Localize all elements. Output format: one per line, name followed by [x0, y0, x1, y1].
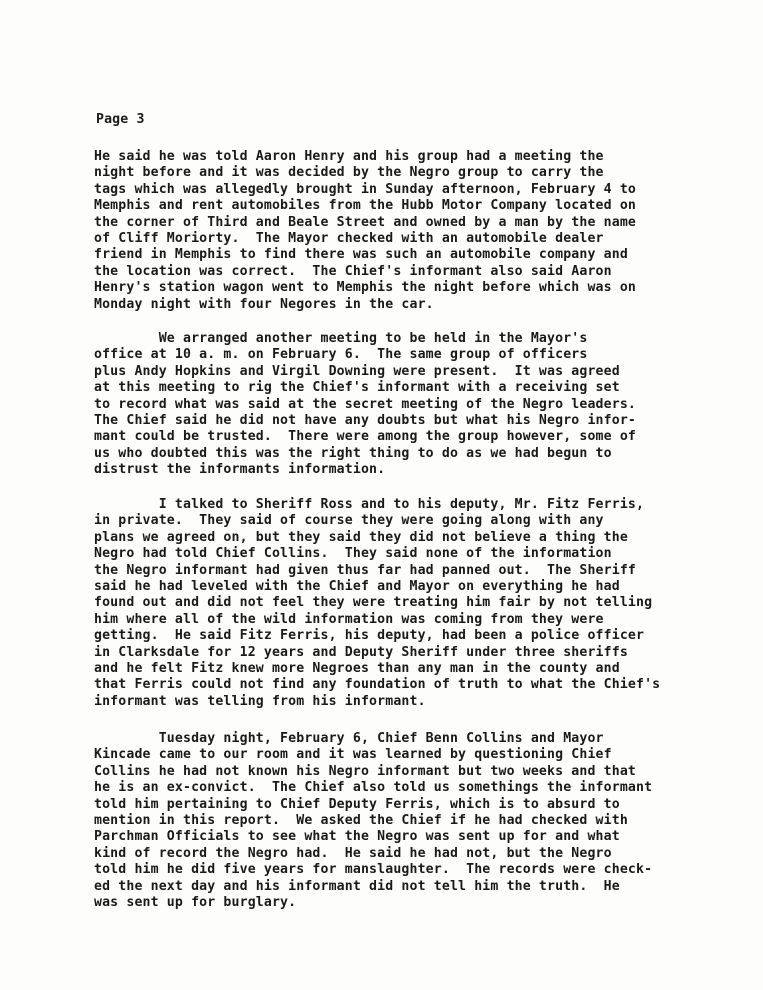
text-line: plus Andy Hopkins and Virgil Downing were present. It was agreed [94, 363, 620, 379]
text-line: kind of record the Negro had. He said he had not, but the Negro [94, 845, 612, 861]
paragraph-4 [94, 731, 734, 911]
text-line: night before and it was decided by the Negro group to carry the [94, 165, 604, 181]
text-line: told him pertaining to Chief Deputy Ferris, which is to absurd to [94, 796, 620, 812]
text-line: the Negro informant had given thus far had panned out. The Sheriff [94, 562, 636, 578]
text-line: the corner of Third and Beale Street and owned by a man by the name [94, 214, 636, 230]
text-line: mant could be trusted. There were among the group however, some of [94, 429, 636, 445]
text-line: Henry's station wagon went to Memphis the night before which was on [94, 280, 636, 296]
text-line: I talked to Sheriff Ross and to his deputy, Mr. Fitz Ferris, [94, 497, 645, 512]
text-line: and he felt Fitz knew more Negroes than any man in the county and [94, 660, 620, 676]
text-line: Parchman Officials to see what the Negro was sent up for and what [94, 829, 620, 845]
text-line: distrust the informants information. [94, 462, 386, 478]
text-line: ed the next day and his informant did not tell him the truth. He [94, 878, 620, 894]
text-line: the location was correct. The Chief's informant also said Aaron [94, 263, 612, 279]
text-line: Monday night with four Negores in the car. [94, 296, 434, 312]
text-line: He said he was told Aaron Henry and his group had a meeting the [94, 149, 604, 164]
text-line: Negro had told Chief Collins. They said none of the information [94, 546, 612, 562]
text-line: office at 10 a. m. on February 6. The same group of officers [94, 347, 588, 363]
text-line: friend in Memphis to find there was such an automobile company and [94, 247, 628, 263]
text-line: found out and did not feel they were treating him fair by not telling [94, 595, 653, 611]
paragraph-2 [94, 331, 734, 479]
text-line: at this meeting to rig the Chief's informant with a receiving set [94, 380, 620, 396]
text-line: in Clarksdale for 12 years and Deputy Sheriff under three sheriffs [94, 644, 628, 660]
text-line: The Chief said he did not have any doubts but what his Negro infor- [94, 412, 636, 428]
page-number: Page 3 [96, 112, 145, 127]
text-line: We arranged another meeting to be held in the Mayor's [94, 331, 588, 346]
text-line: to record what was said at the secret meeting of the Negro leaders. [94, 396, 636, 412]
paragraph-3 [94, 497, 734, 710]
text-line: told him he did five years for manslaughter. The records were check- [94, 862, 653, 878]
text-line: him where all of the wild information was coming from they were [94, 611, 604, 627]
text-line: Collins he had not known his Negro informant but two weeks and that [94, 763, 636, 779]
text-line: Tuesday night, February 6, Chief Benn Collins and Mayor [94, 731, 604, 746]
text-line: us who doubted this was the right thing to do as we had begun to [94, 445, 612, 461]
text-line: in private. They said of course they were going along with any [94, 513, 604, 529]
text-line: said he had leveled with the Chief and Mayor on everything he had [94, 578, 620, 594]
text-line: Kincade came to our room and it was learned by questioning Chief [94, 747, 612, 763]
text-line: of Cliff Moriorty. The Mayor checked with an automobile dealer [94, 230, 604, 246]
text-line: tags which was allegedly brought in Sunday afternoon, February 4 to [94, 181, 636, 197]
text-line: Memphis and rent automobiles from the Hubb Motor Company located on [94, 198, 636, 214]
text-line: informant was telling from his informant. [94, 693, 426, 709]
text-line: that Ferris could not find any foundation of truth to what the Chief's [94, 677, 661, 693]
paragraph-1 [94, 149, 734, 313]
text-line: getting. He said Fitz Ferris, his deputy, had been a police officer [94, 628, 645, 644]
text-line: mention in this report. We asked the Chief if he had checked with [94, 812, 628, 828]
text-line: was sent up for burglary. [94, 894, 297, 910]
text-line: plans we agreed on, but they said they did not believe a thing the [94, 529, 628, 545]
text-line: he is an ex-convict. The Chief also told us somethings the informant [94, 780, 653, 796]
